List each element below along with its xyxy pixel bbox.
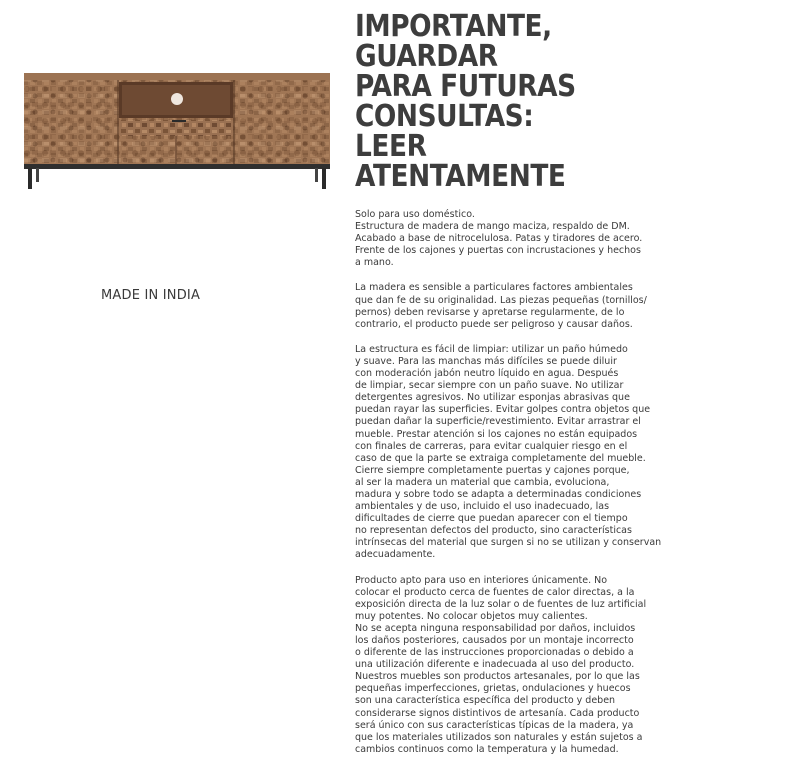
text-line: Estructura de madera de mango maciza, respaldo de DM. — [355, 221, 630, 233]
product-image — [22, 68, 332, 190]
text-line: Solo para uso doméstico. — [355, 209, 475, 220]
text-line: Nuestros muebles son productos artesanales, por lo que las — [355, 671, 640, 683]
title-line: IMPORTANTE, — [355, 9, 552, 44]
text-line: adecuadamente. — [355, 549, 436, 561]
title-line: GUARDAR — [355, 39, 498, 74]
text-line: Cierre siempre completamente puertas y cajones porque, — [355, 464, 630, 476]
text-line: Producto apto para uso en interiores únicamente. No — [355, 574, 608, 586]
text-line: caso de que la parte se extraiga completamente del mueble. — [355, 452, 646, 464]
text-line: muy potentes. No colocar objetos muy calientes. — [355, 610, 588, 622]
made-in-label: MADE IN INDIA — [101, 288, 201, 303]
title-line: ATENTAMENTE — [355, 159, 566, 194]
text-line: Frente de los cajones y puertas con incrustaciones y hechos — [355, 245, 641, 257]
text-line: dificultades de cierre que puedan aparecer con el tiempo — [355, 513, 628, 525]
text-line: La estructura es fácil de limpiar: utilizar un paño húmedo — [355, 343, 628, 355]
text-line: detergentes agresivos. No utilizar esponjas abrasivas que — [355, 392, 630, 404]
text-line: puedan rayar las superficies. Evitar golpes contra objetos que — [355, 404, 651, 416]
paragraph-usage — [355, 209, 655, 269]
page-title — [355, 9, 625, 194]
text-line: puedan dañar la superficie/revestimiento. Evitar arrastrar el — [355, 416, 641, 428]
paragraph-cleaning — [355, 343, 662, 562]
text-line: al ser la madera un material que cambia, evoluciona, — [355, 476, 610, 488]
text-line: Acabado a base de nitrocelulosa. Patas y tiradores de acero. — [355, 233, 643, 245]
text-line: exposición directa de la luz solar o de fuentes de luz artificial — [355, 598, 647, 610]
text-line: La madera es sensible a particulares factores ambientales — [355, 282, 633, 294]
text-line: cambios continuos como la temperatura y la humedad. — [355, 743, 619, 755]
text-line: no representan defectos del producto, sino características — [355, 525, 632, 537]
text-line: madura y sobre todo se adapta a determinadas condiciones — [355, 488, 642, 500]
text-line: ambientales y de uso, incluido el uso inadecuado, las — [355, 501, 610, 513]
text-line: pernos) deben revisarse y apretarse regularmente, de lo — [355, 306, 625, 318]
text-line: y suave. Para las manchas más difíciles se puede diluir — [355, 355, 617, 367]
text-line: considerarse signos distintivos de artesanía. Cada producto — [355, 707, 640, 719]
text-line: a mano. — [355, 257, 394, 269]
text-line: con finales de carreras, para evitar cualquier riesgo en el — [355, 440, 628, 452]
text-line: No se acepta ninguna responsabilidad por daños, incluidos — [355, 622, 636, 634]
text-line: que dan fe de su originalidad. Las piezas pequeñas (tornillos/ — [355, 294, 647, 306]
text-line: pequeñas imperfecciones, grietas, ondulaciones y huecos — [355, 683, 631, 695]
title-line: PARA FUTURAS — [355, 69, 576, 104]
title-line: LEER — [355, 129, 427, 164]
paragraph-indoor-use — [355, 575, 655, 756]
instructions-text — [355, 209, 662, 769]
text-line: los daños posteriores, causados por un montaje incorrecto — [355, 635, 634, 646]
text-line: será único con sus características típicas de la madera, ya — [355, 719, 634, 731]
text-line: son una característica específica del producto y deben — [355, 695, 616, 707]
text-line: contrario, el producto puede ser peligroso y causar daños. — [355, 318, 633, 330]
title-line: CONSULTAS: — [355, 99, 534, 134]
text-line: o diferente de las instrucciones proporcionadas o debido a — [355, 647, 634, 659]
text-line: con moderación jabón neutro líquido en agua. Después — [355, 368, 619, 380]
text-line: mueble. Prestar atención si los cajones no están equipados — [355, 428, 638, 440]
text-line: de limpiar, secar siempre con un paño suave. No utilizar — [355, 380, 624, 392]
text-line: una utilización diferente e inadecuada al uso del producto. — [355, 659, 635, 671]
text-line: colocar el producto cerca de fuentes de calor directas, a la — [355, 586, 635, 598]
text-line: intrínsecas del material que surgen si no se utilizan y conservan — [355, 537, 662, 549]
paragraph-wood — [355, 282, 655, 330]
text-line: que los materiales utilizados son naturales y están sujetos a — [355, 731, 643, 743]
